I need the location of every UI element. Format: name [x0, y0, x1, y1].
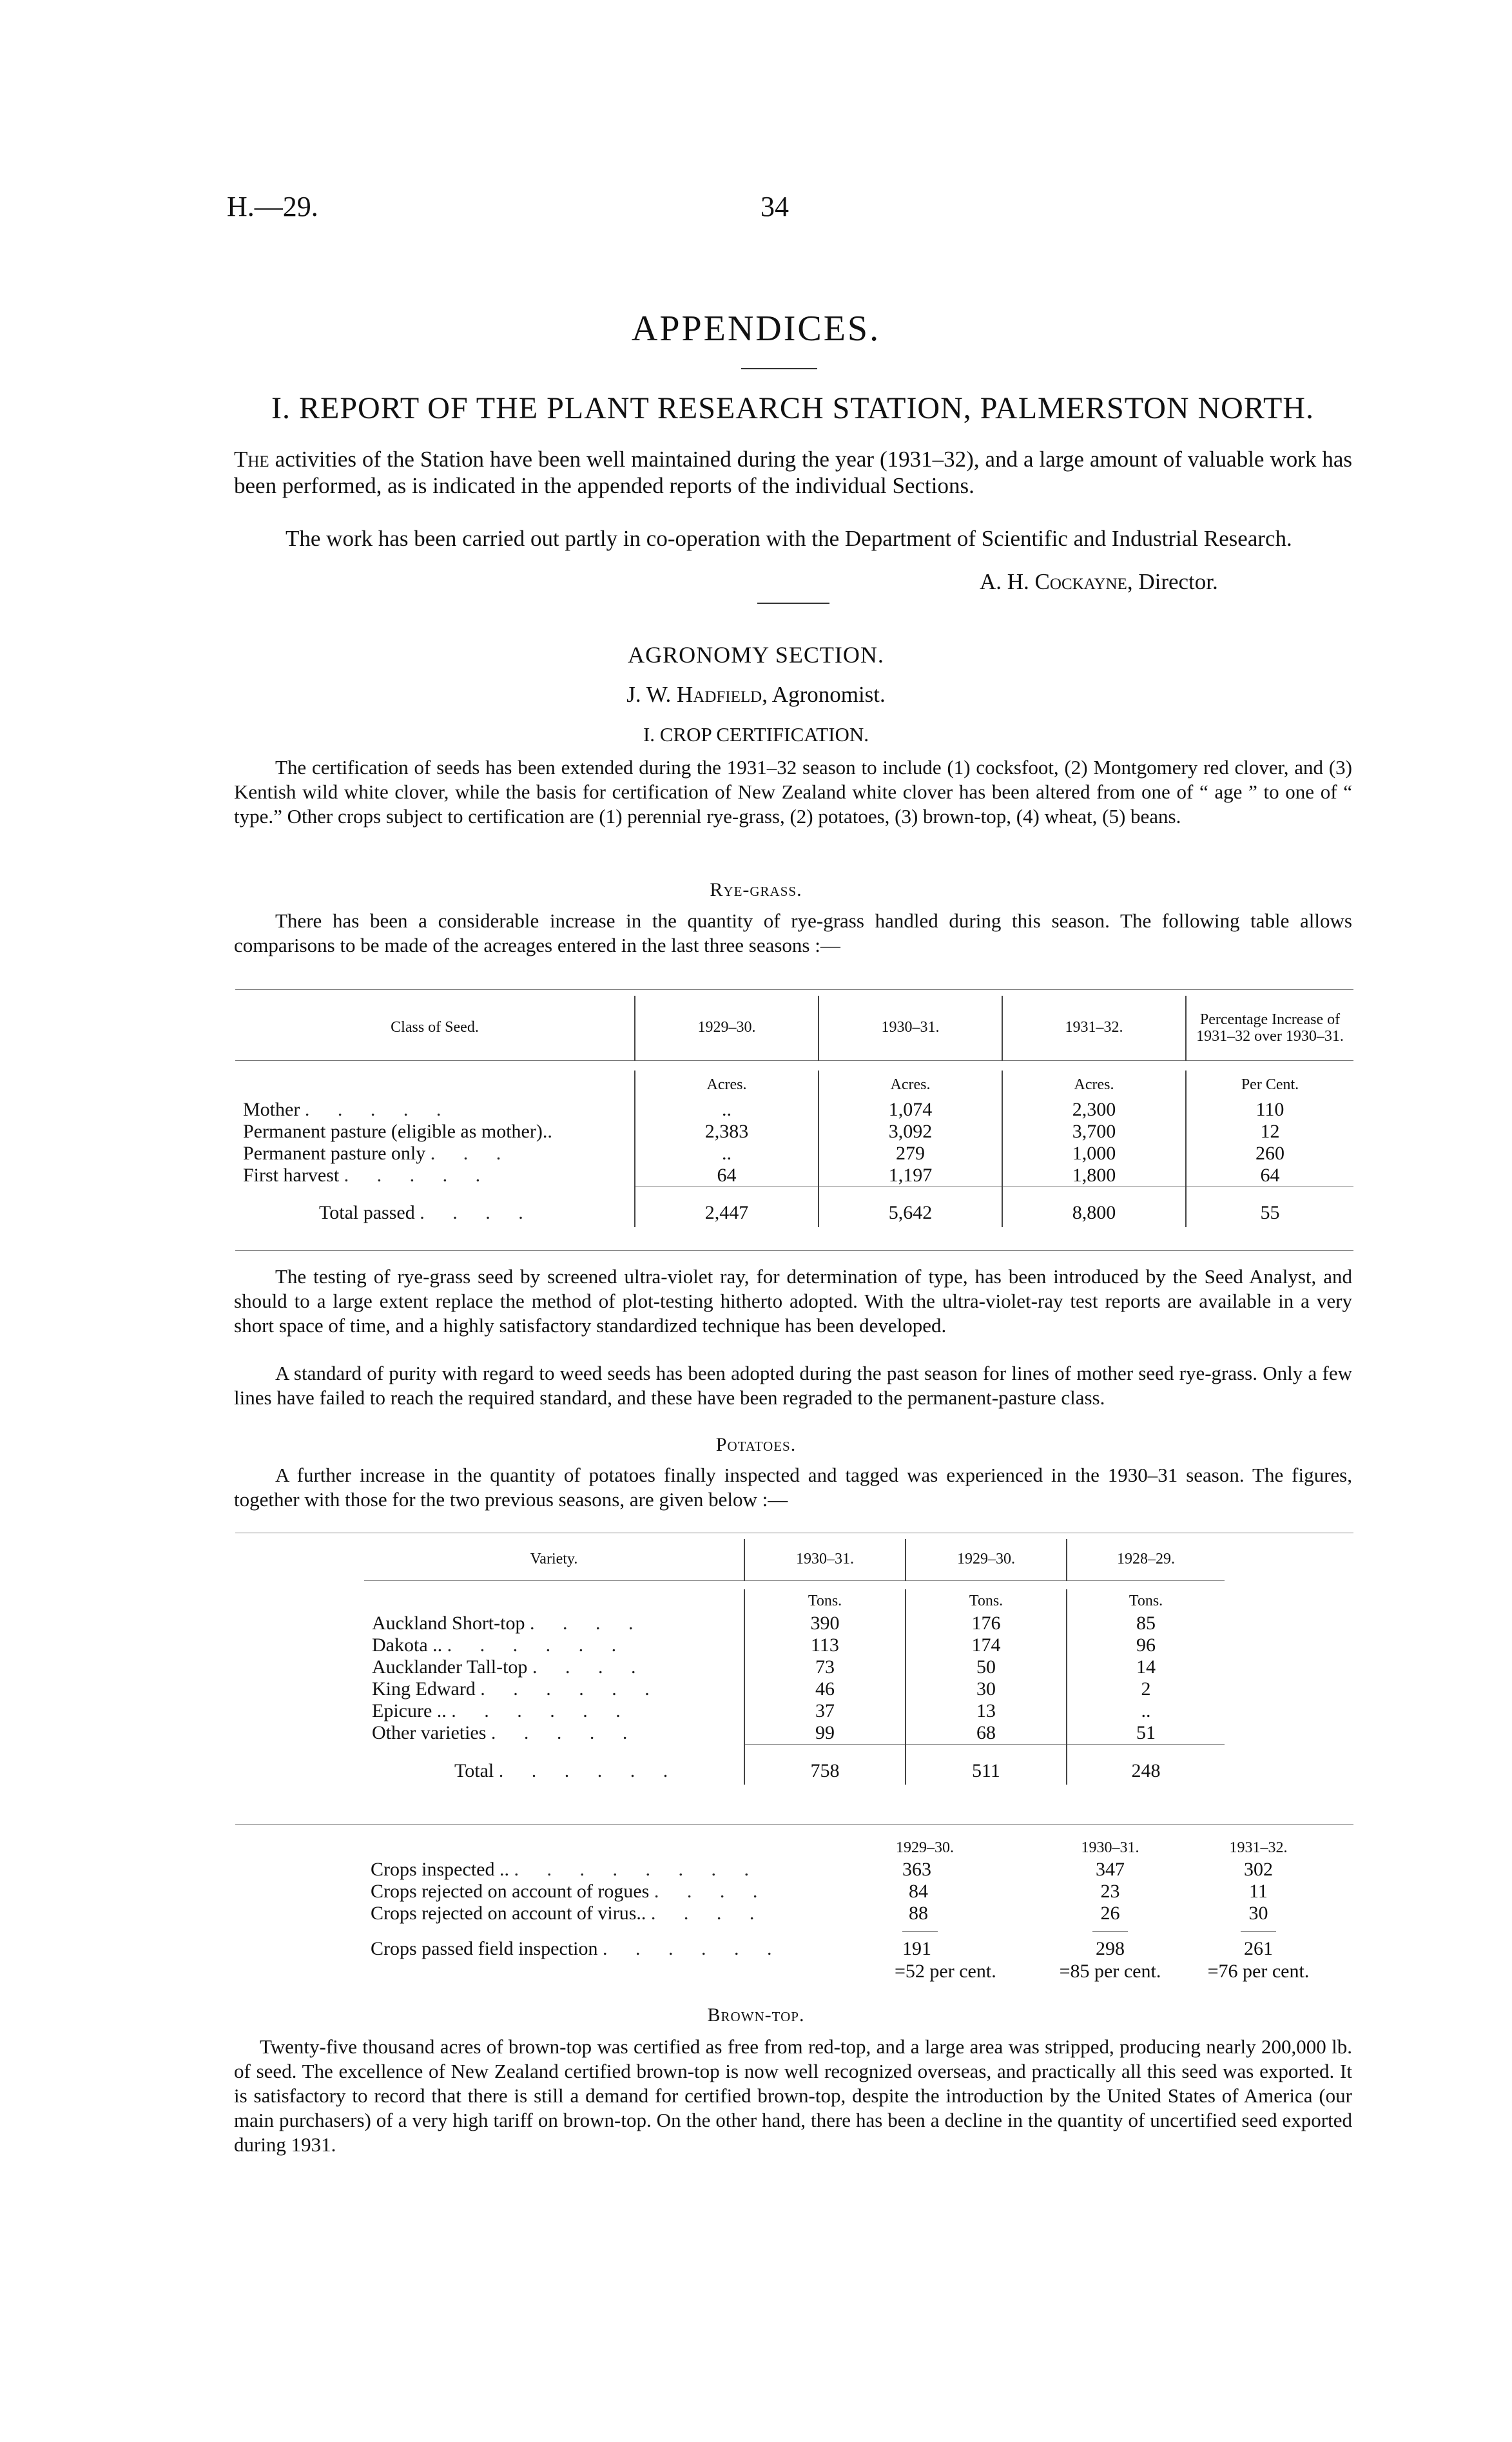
season-1930-31-header: 1930–31. — [744, 1539, 906, 1580]
cell-value: 261 — [1244, 1938, 1273, 1959]
row-label: Auckland Short-top — [372, 1613, 525, 1634]
agronomist-initials: J. W. — [626, 682, 672, 707]
cell-value: 26 — [1100, 1903, 1120, 1924]
page-number: 34 — [761, 191, 789, 222]
leader-dots: . . . . . . — [447, 1634, 628, 1656]
cell-value: 1,197 — [819, 1165, 1002, 1187]
row-label: Crops rejected on account of rogues — [371, 1881, 650, 1902]
agronomist-byline — [0, 682, 1512, 708]
cell-value: 64 — [635, 1165, 819, 1187]
leader-dots: . . . . . . — [480, 1678, 661, 1700]
total-value: 2,447 — [635, 1199, 819, 1227]
cell-value: 85 — [1067, 1613, 1225, 1634]
cell-value: 12 — [1186, 1121, 1353, 1143]
total-value: 8,800 — [1002, 1199, 1186, 1227]
cell-value: 176 — [906, 1613, 1067, 1634]
table-row — [235, 1121, 1353, 1143]
cell-value: .. — [635, 1143, 819, 1165]
leader-dots: . . . . . — [344, 1165, 492, 1187]
table-row — [364, 1903, 1331, 1924]
percentage-row — [364, 1961, 1331, 1982]
document-code: H.—29. — [227, 191, 318, 222]
cell-value: 279 — [819, 1143, 1002, 1165]
cell-value: .. — [1067, 1700, 1225, 1722]
cell-value: 50 — [906, 1656, 1067, 1678]
total-value: 55 — [1186, 1199, 1353, 1227]
cell-value: 11 — [1249, 1881, 1268, 1902]
browntop-heading: Brown-top. — [707, 2004, 805, 2026]
cell-value: .. — [635, 1099, 819, 1121]
total-label: Total passed — [319, 1201, 415, 1223]
cell-value: 96 — [1067, 1634, 1225, 1656]
row-label: Crops rejected on account of virus.. — [371, 1903, 646, 1924]
leader-dots: . . . . . — [304, 1099, 453, 1120]
row-label: Mother — [243, 1099, 300, 1120]
units-tons: Tons. — [1067, 1589, 1225, 1613]
season-1929-30-header: 1929–30. — [896, 1839, 954, 1856]
potatoes-heading: Potatoes. — [715, 1434, 797, 1455]
cell-value: 99 — [744, 1722, 906, 1745]
cell-value: 84 — [909, 1881, 928, 1902]
cell-value: 390 — [744, 1613, 906, 1634]
table-row — [364, 1678, 1225, 1700]
appendices-title: APPENDICES. — [631, 309, 881, 349]
percentage-value: =85 per cent. — [1059, 1961, 1161, 1982]
row-label: Aucklander Tall-top — [372, 1656, 528, 1678]
cell-value: 68 — [906, 1722, 1067, 1745]
cell-value: 113 — [744, 1634, 906, 1656]
leader-dots: . . . . . . — [602, 1938, 784, 1959]
percentage-value: =52 per cent. — [895, 1961, 996, 1982]
class-of-seed-header: Class of Seed. — [391, 1019, 479, 1036]
potatoes-units-row — [364, 1589, 1225, 1613]
director-name: A. H. Cockayne — [980, 569, 1127, 594]
cell-value: 37 — [744, 1700, 906, 1722]
total-value: 5,642 — [819, 1199, 1002, 1227]
table-row — [235, 1099, 1353, 1121]
table-row — [235, 1165, 1353, 1187]
season-1929-30-header: 1929–30. — [906, 1539, 1067, 1580]
ryegrass-table-top-rule — [235, 989, 1353, 990]
table-row — [364, 1722, 1225, 1745]
units-acres: Acres. — [1002, 1071, 1186, 1099]
cell-value: 3,700 — [1002, 1121, 1186, 1143]
season-1929-30-header: 1929–30. — [635, 996, 819, 1060]
ultraviolet-paragraph: The testing of rye-grass seed by screened ultra-violet ray, for determination of type, has been introduced by the Seed Analyst, and should to a large extent replace the method of plot-testing hitherto adopted. With the ultra-violet-ray test reports are available in a very short space of time, and a highly satisfactory standardized technique has been developed. — [234, 1265, 1352, 1337]
percentage-increase-header: Percentage Increase of 1931–32 over 1930–31. — [1186, 996, 1353, 1060]
purity-paragraph: A standard of purity with regard to weed seeds has been adopted during the past season for lines of mother seed rye-grass. Only a few lines have failed to reach the required standard, and these have been regraded to the permanent-pasture class. — [234, 1362, 1352, 1409]
total-label: Total — [454, 1759, 494, 1781]
cell-value: 23 — [1100, 1881, 1120, 1902]
cell-value: 73 — [744, 1656, 906, 1678]
browntop-paragraph: Twenty-five thousand acres of brown-top was certified as free from red-top, and a large area was stripped, producing nearly 200,000 lb. of seed. The excellence of New Zealand certified brown-top is now well recognized overseas, and practically all this seed was exported. It is satisfactory to record that there is still a demand for certified brown-top, despite the introduction by the United States of America (our main purchasers) of a very high tariff on brown-top. On the other hand, there has been a decline in the quantity of uncertified seed exported during 1931. — [234, 2035, 1352, 2156]
potatoes-table-bottom-rule — [235, 1824, 1353, 1825]
row-label: King Edward — [372, 1678, 476, 1700]
intro-paragraph — [234, 446, 1352, 499]
cell-value: 298 — [1096, 1938, 1125, 1959]
units-tons: Tons. — [906, 1589, 1067, 1613]
cell-value: 2,300 — [1002, 1099, 1186, 1121]
cell-value: 64 — [1186, 1165, 1353, 1187]
agronomist-role: , Agronomist. — [762, 682, 886, 707]
cell-value: 191 — [902, 1938, 931, 1959]
cell-value: 1,800 — [1002, 1165, 1186, 1187]
season-1928-29-header: 1928–29. — [1067, 1539, 1225, 1580]
table-row — [364, 1656, 1225, 1678]
variety-header: Variety. — [530, 1551, 578, 1568]
leader-dots: . . . . . . — [498, 1759, 680, 1781]
potatoes-total-row — [364, 1758, 1225, 1785]
crop-certification-heading: I. CROP CERTIFICATION. — [643, 723, 869, 746]
row-label: Permanent pasture only — [243, 1143, 426, 1164]
cell-value: 14 — [1067, 1656, 1225, 1678]
leader-dots: . . . . . . — [451, 1700, 632, 1721]
cell-value: 30 — [906, 1678, 1067, 1700]
row-label: Other varieties — [372, 1722, 487, 1744]
cell-value: 174 — [906, 1634, 1067, 1656]
section-divider — [757, 603, 829, 604]
cell-value: 51 — [1067, 1722, 1225, 1745]
cell-value: 88 — [909, 1903, 928, 1924]
ryegrass-table — [235, 996, 1353, 1227]
title-divider — [741, 368, 817, 369]
leader-dots: . . . . — [650, 1903, 766, 1924]
potatoes-table-header-row — [364, 1539, 1225, 1580]
potatoes-table — [364, 1539, 1225, 1785]
director-signature — [980, 568, 1218, 595]
agronomist-name: Hadfield — [677, 682, 762, 707]
leader-dots: . . . — [430, 1143, 513, 1164]
table-row — [364, 1634, 1225, 1656]
ryegrass-intro: There has been a considerable increase in the quantity of rye-grass handled during this season. The following table allows comparisons to be made of the acreages entered in the last three seasons :— — [234, 909, 1352, 956]
leader-dots: . . . . — [529, 1613, 645, 1634]
leader-dots: . . . . — [654, 1881, 770, 1902]
percentage-value: =76 per cent. — [1207, 1961, 1310, 1982]
cooperation-paragraph: The work has been carried out partly in co-operation with the Department of Scientific and Industrial Research. — [286, 526, 1292, 551]
agronomy-heading: AGRONOMY SECTION. — [628, 642, 884, 668]
cell-value: 363 — [902, 1859, 931, 1880]
table-row — [364, 1881, 1331, 1903]
season-1930-31-header: 1930–31. — [1081, 1839, 1139, 1856]
cell-value: 13 — [906, 1700, 1067, 1722]
row-label: Crops inspected .. — [371, 1859, 509, 1880]
table-row — [235, 1143, 1353, 1165]
cell-value: 3,092 — [819, 1121, 1002, 1143]
cell-value: 1,074 — [819, 1099, 1002, 1121]
inspection-header-row — [364, 1837, 1331, 1859]
cell-value: 347 — [1096, 1859, 1125, 1880]
report-title: I. REPORT OF THE PLANT RESEARCH STATION, PALMERSTON NORTH. — [271, 391, 1314, 425]
table-row — [364, 1859, 1331, 1881]
units-acres: Acres. — [819, 1071, 1002, 1099]
cell-value: 1,000 — [1002, 1143, 1186, 1165]
intro-paragraph-text: activities of the Station have been well maintained during the year (1931–32), and a large amount of valuable work has been performed, as is indicated in the appended reports of the individual Sections. — [234, 447, 1352, 498]
total-value: 758 — [744, 1758, 906, 1785]
intro-lead-word: The — [234, 447, 269, 472]
ryegrass-total-row — [235, 1199, 1353, 1227]
table-row — [364, 1700, 1225, 1722]
cell-value: 2,383 — [635, 1121, 819, 1143]
cell-value: 46 — [744, 1678, 906, 1700]
ryegrass-table-bottom-rule — [235, 1250, 1353, 1251]
row-label: First harvest — [243, 1165, 340, 1187]
crops-passed-row — [364, 1937, 1331, 1961]
row-label: Epicure .. — [372, 1700, 447, 1721]
season-1930-31-header: 1930–31. — [819, 996, 1002, 1060]
director-role: , Director. — [1127, 569, 1218, 594]
table-row — [364, 1613, 1225, 1634]
units-per-cent: Per Cent. — [1186, 1071, 1353, 1099]
total-value: 248 — [1067, 1758, 1225, 1785]
leader-dots: . . . . — [420, 1201, 535, 1223]
leader-dots: . . . . . . . . — [514, 1859, 761, 1880]
row-label: Crops passed field inspection — [371, 1938, 598, 1959]
inspection-table — [364, 1837, 1331, 1982]
cell-value: 110 — [1186, 1099, 1353, 1121]
season-1931-32-header: 1931–32. — [1002, 996, 1186, 1060]
cell-value: 260 — [1186, 1143, 1353, 1165]
potatoes-intro: A further increase in the quantity of potatoes finally inspected and tagged was experienced in the 1930–31 season. The figures, together with those for the two previous seasons, are given below :— — [234, 1464, 1352, 1511]
cell-value: 30 — [1248, 1903, 1268, 1924]
leader-dots: .. — [542, 1121, 552, 1142]
units-acres: Acres. — [635, 1071, 819, 1099]
cell-value: 302 — [1244, 1859, 1273, 1880]
season-1931-32-header: 1931–32. — [1229, 1839, 1288, 1856]
leader-dots: . . . . . — [490, 1722, 639, 1744]
units-tons: Tons. — [744, 1589, 906, 1613]
leader-dots: . . . . — [532, 1656, 648, 1678]
certification-paragraph: The certification of seeds has been extended during the 1931–32 season to include (1) cocksfoot, (2) Montgomery red clover, and (3) Kentish wild white clover, while the basis for certification of New Zealand white clover has been altered from one of “ age ” to one of “ type.” Other crops subject to certification are (1) perennial rye-grass, (2) potatoes, (3) brown-top, (4) wheat, (5) beans. — [234, 756, 1352, 828]
ryegrass-heading: Rye-grass. — [710, 879, 802, 900]
total-value: 511 — [906, 1758, 1067, 1785]
ryegrass-units-row — [235, 1071, 1353, 1099]
row-label: Permanent pasture (eligible as mother) — [243, 1121, 543, 1142]
row-label: Dakota .. — [372, 1634, 443, 1656]
ryegrass-table-header-row — [235, 996, 1353, 1060]
cell-value: 2 — [1067, 1678, 1225, 1700]
